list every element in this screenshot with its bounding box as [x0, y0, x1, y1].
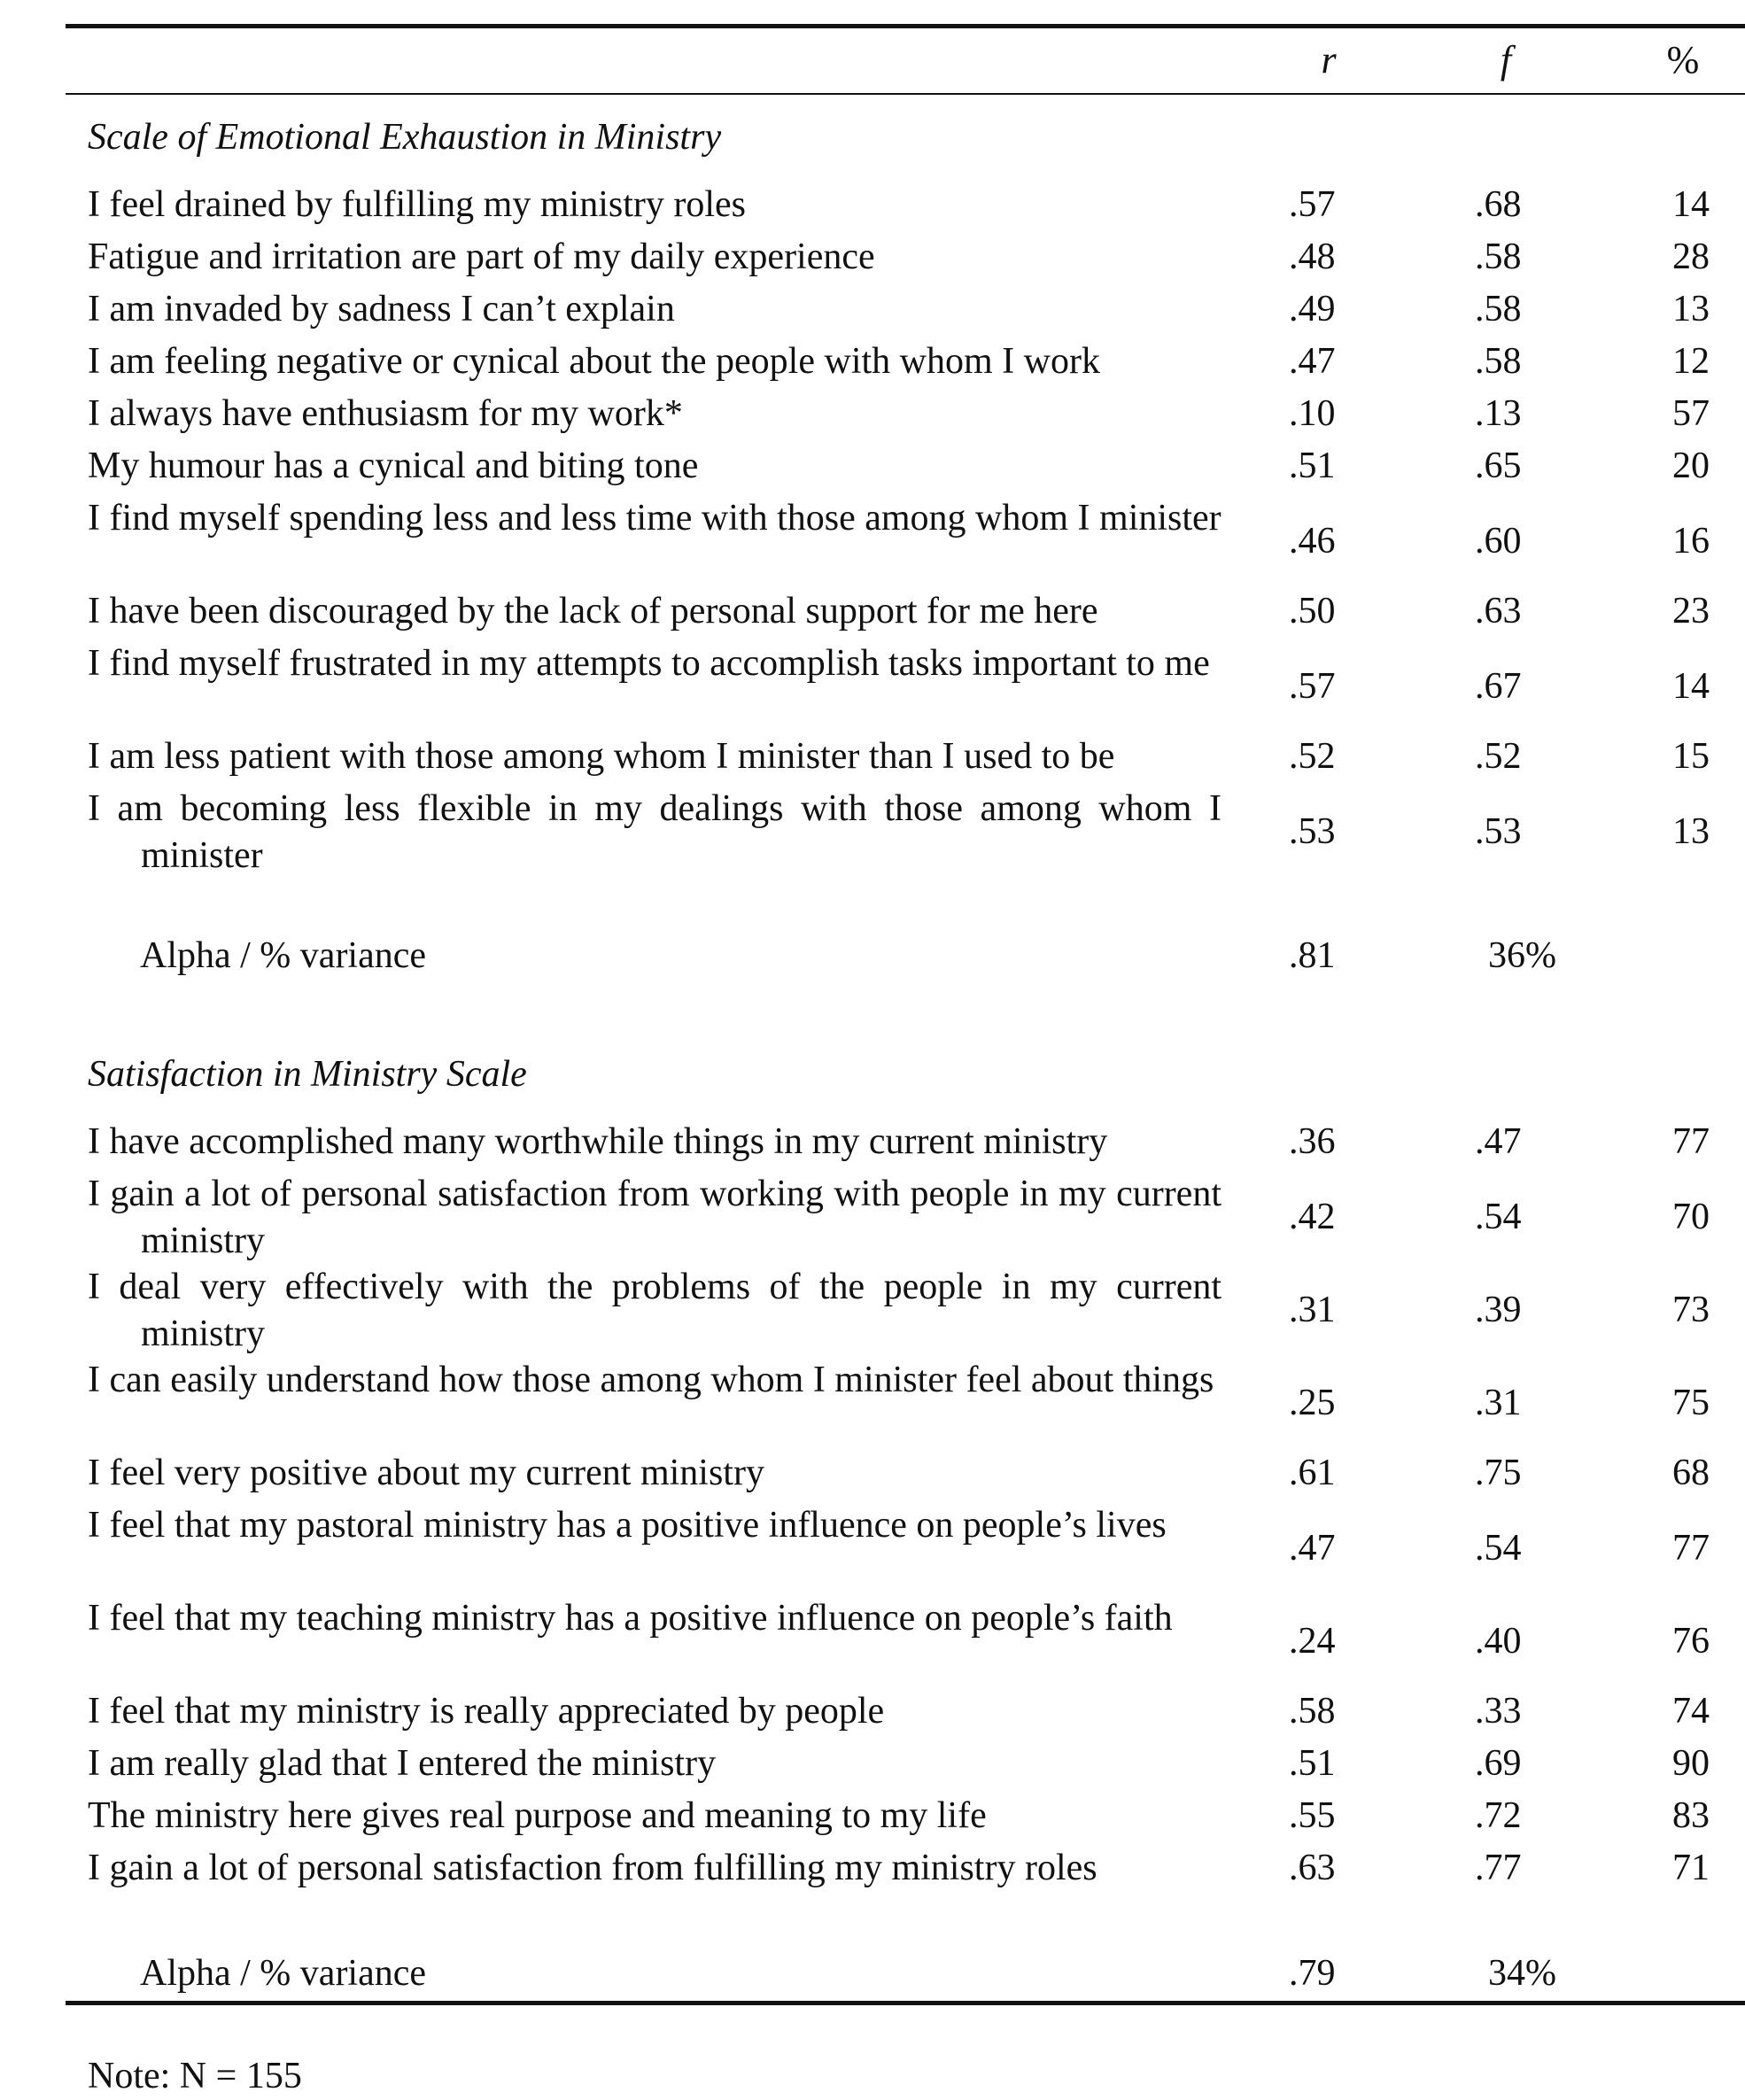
bottom-rule — [66, 2001, 1745, 2005]
r-value: .31 — [1289, 1290, 1336, 1330]
r-value: .51 — [1289, 1743, 1336, 1784]
percent-value: 16 — [1672, 521, 1710, 562]
r-value: .57 — [1289, 184, 1336, 225]
column-header-f: f — [1500, 38, 1512, 81]
item-text: I deal very effectively with the problems of the people in my current ministry — [88, 1267, 1222, 1354]
table-row — [0, 338, 1745, 391]
percent-value: 73 — [1672, 1290, 1710, 1330]
table-row — [0, 588, 1745, 640]
f-value: .33 — [1475, 1691, 1522, 1732]
r-value: .52 — [1289, 736, 1336, 777]
r-value: .50 — [1289, 591, 1336, 632]
table-row — [0, 1357, 1745, 1450]
r-value: .46 — [1289, 521, 1336, 562]
item-text: I find myself spending less and less time with those among whom I minister — [88, 498, 1222, 539]
percent-value: 14 — [1672, 666, 1710, 707]
column-header-r: r — [1321, 38, 1337, 81]
r-value: .25 — [1289, 1383, 1336, 1423]
percent-value: 83 — [1672, 1795, 1710, 1836]
f-value: .58 — [1475, 289, 1522, 329]
table-row — [0, 733, 1745, 786]
header-rule — [66, 93, 1745, 95]
alpha-label: Alpha / % variance — [140, 1953, 427, 1994]
table-row — [0, 1171, 1745, 1264]
r-value: .48 — [1289, 236, 1336, 277]
table-row — [0, 640, 1745, 733]
table-row — [0, 1502, 1745, 1595]
item-text: I gain a lot of personal satisfaction from working with people in my current ministry — [88, 1174, 1222, 1261]
table-row — [0, 1119, 1745, 1171]
f-value: .54 — [1475, 1528, 1522, 1569]
r-value: .51 — [1289, 446, 1336, 486]
percent-value: 13 — [1672, 811, 1710, 852]
f-value: .63 — [1475, 591, 1522, 632]
table-row — [0, 443, 1745, 495]
item-text: I am really glad that I entered the ministry — [88, 1743, 717, 1784]
table-row — [0, 1264, 1745, 1357]
table-row — [0, 182, 1745, 234]
table-row — [0, 1450, 1745, 1502]
f-value: .58 — [1475, 341, 1522, 382]
percent-value: 75 — [1672, 1383, 1710, 1423]
table-row — [0, 234, 1745, 286]
item-text: I feel that my teaching ministry has a positive influence on people’s faith — [88, 1598, 1173, 1639]
item-text: I have been discouraged by the lack of personal support for me here — [88, 591, 1098, 632]
percent-value: 20 — [1672, 446, 1710, 486]
item-text: My humour has a cynical and biting tone — [88, 446, 699, 486]
r-value: .49 — [1289, 289, 1336, 329]
f-value: .53 — [1475, 811, 1522, 852]
item-text: I gain a lot of personal satisfaction from fulfilling my ministry roles — [88, 1848, 1097, 1888]
f-value: .13 — [1475, 393, 1522, 434]
variance-value: 34% — [1488, 1953, 1556, 1994]
r-value: .47 — [1289, 341, 1336, 382]
item-text: I find myself frustrated in my attempts to accomplish tasks important to me — [88, 643, 1210, 684]
item-text: I can easily understand how those among whom I minister feel about things — [88, 1360, 1214, 1400]
percent-value: 90 — [1672, 1743, 1710, 1784]
item-text: I feel drained by fulfilling my ministry roles — [88, 184, 746, 225]
percent-value: 23 — [1672, 591, 1710, 632]
f-value: .75 — [1475, 1453, 1522, 1493]
r-value: .47 — [1289, 1528, 1336, 1569]
f-value: .58 — [1475, 236, 1522, 277]
table-row — [0, 1793, 1745, 1845]
table-row — [0, 1688, 1745, 1740]
item-text: I am less patient with those among whom I minister than I used to be — [88, 736, 1115, 777]
percent-value: 77 — [1672, 1528, 1710, 1569]
section-title: Satisfaction in Ministry Scale — [88, 1054, 527, 1095]
alpha-label: Alpha / % variance — [140, 935, 427, 976]
percent-value: 71 — [1672, 1848, 1710, 1888]
f-value: .67 — [1475, 666, 1522, 707]
f-value: .65 — [1475, 446, 1522, 486]
item-text: I always have enthusiasm for my work* — [88, 393, 683, 434]
item-text: I am invaded by sadness I can’t explain — [88, 289, 675, 329]
item-text: Fatigue and irritation are part of my daily experience — [88, 236, 875, 277]
r-value: .10 — [1289, 393, 1336, 434]
f-value: .72 — [1475, 1795, 1522, 1836]
f-value: .60 — [1475, 521, 1522, 562]
item-text: I feel very positive about my current ministry — [88, 1453, 764, 1493]
column-header-percent: % — [1666, 38, 1700, 81]
r-value: .61 — [1289, 1453, 1336, 1493]
f-value: .47 — [1475, 1121, 1522, 1162]
percent-value: 57 — [1672, 393, 1710, 434]
f-value: .40 — [1475, 1621, 1522, 1662]
table-row — [0, 391, 1745, 443]
r-value: .63 — [1289, 1848, 1336, 1888]
item-text: The ministry here gives real purpose and meaning to my life — [88, 1795, 987, 1836]
item-text: I am becoming less flexible in my dealings with those among whom I minister — [88, 788, 1222, 876]
section-title: Scale of Emotional Exhaustion in Ministry — [88, 117, 722, 158]
item-text: I feel that my pastoral ministry has a positive influence on people’s lives — [88, 1505, 1167, 1546]
f-value: .31 — [1475, 1383, 1522, 1423]
alpha-value: .79 — [1289, 1953, 1336, 1994]
percent-value: 68 — [1672, 1453, 1710, 1493]
r-value: .24 — [1289, 1621, 1336, 1662]
percent-value: 15 — [1672, 736, 1710, 777]
percent-value: 12 — [1672, 341, 1710, 382]
table-row — [0, 786, 1745, 879]
item-text: I have accomplished many worthwhile things in my current ministry — [88, 1121, 1108, 1162]
table-row — [0, 1845, 1745, 1897]
table-row — [0, 1740, 1745, 1793]
percent-value: 76 — [1672, 1621, 1710, 1662]
r-value: .42 — [1289, 1197, 1336, 1237]
table-row — [0, 495, 1745, 588]
r-value: .57 — [1289, 666, 1336, 707]
percent-value: 70 — [1672, 1197, 1710, 1237]
r-value: .55 — [1289, 1795, 1336, 1836]
item-text: I feel that my ministry is really appreciated by people — [88, 1691, 885, 1732]
f-value: .39 — [1475, 1290, 1522, 1330]
percent-value: 28 — [1672, 236, 1710, 277]
f-value: .54 — [1475, 1197, 1522, 1237]
table-note: Note: N = 155 — [88, 2056, 302, 2096]
alpha-value: .81 — [1289, 935, 1336, 976]
top-rule — [66, 24, 1745, 28]
r-value: .58 — [1289, 1691, 1336, 1732]
percent-value: 13 — [1672, 289, 1710, 329]
f-value: .68 — [1475, 184, 1522, 225]
percent-value: 74 — [1672, 1691, 1710, 1732]
table-row — [0, 1595, 1745, 1688]
table-row — [0, 286, 1745, 338]
percent-value: 77 — [1672, 1121, 1710, 1162]
r-value: .36 — [1289, 1121, 1336, 1162]
r-value: .53 — [1289, 811, 1336, 852]
f-value: .52 — [1475, 736, 1522, 777]
f-value: .77 — [1475, 1848, 1522, 1888]
variance-value: 36% — [1488, 935, 1556, 976]
f-value: .69 — [1475, 1743, 1522, 1784]
percent-value: 14 — [1672, 184, 1710, 225]
item-text: I am feeling negative or cynical about the people with whom I work — [88, 341, 1100, 382]
